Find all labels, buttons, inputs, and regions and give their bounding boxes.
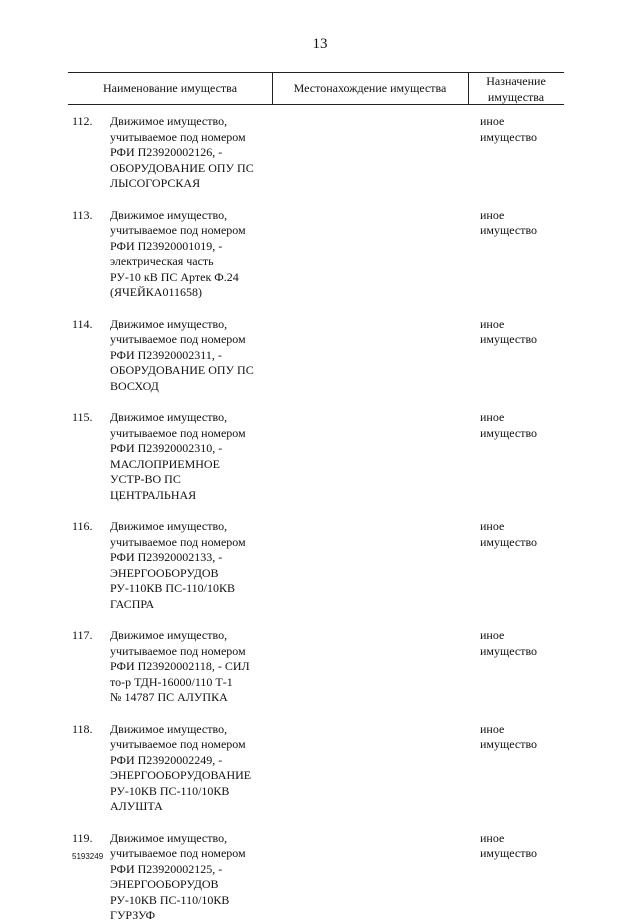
property-purpose <box>480 317 560 348</box>
description-line: Движимое имущество, <box>110 316 228 331</box>
row-number: 118. <box>72 721 93 736</box>
description-line: УСТР-ВО ПС <box>110 472 181 486</box>
header-location: Местонахождение имущества <box>293 81 447 95</box>
row-number: 119. <box>72 830 93 845</box>
description-line: РФИ П23920002311, - <box>110 347 222 362</box>
property-purpose <box>480 410 560 441</box>
description-line: ВОСХОД <box>110 378 159 393</box>
purpose-line: имущество <box>480 534 538 549</box>
row-number: 113. <box>72 207 93 222</box>
row-number: 116. <box>72 519 93 533</box>
description-line: МАСЛОПРИЕМНОЕ <box>110 456 220 471</box>
description-line: Движимое имущество, <box>110 410 228 424</box>
description-line: Движимое имущество, <box>110 628 228 642</box>
description-line: РУ-10КВ ПС-110/10КВ <box>110 892 230 907</box>
purpose-line: имущество <box>480 737 538 751</box>
description-line: РФИ П23920002249, - <box>110 752 223 767</box>
purpose-line: имущество <box>480 332 538 346</box>
table-row <box>0 831 640 924</box>
description-line: РУ-110КВ ПС-110/10КВ <box>110 581 235 595</box>
property-description <box>110 114 282 192</box>
table-row <box>0 410 640 503</box>
property-description <box>110 519 282 612</box>
description-line: ЛЫСОГОРСКАЯ <box>110 176 201 190</box>
table-row <box>0 628 640 706</box>
property-purpose <box>480 114 560 145</box>
description-line: ОБОРУДОВАНИЕ ОПУ ПС <box>110 363 254 377</box>
property-table-body <box>0 114 640 924</box>
table-row <box>0 317 640 395</box>
property-purpose <box>480 722 560 753</box>
table-row <box>0 208 640 301</box>
row-number: 117. <box>72 628 93 642</box>
description-line: РФИ П23920002133, - <box>110 550 223 564</box>
purpose-line: имущество <box>480 129 538 144</box>
description-line: учитываемое под номером <box>110 643 246 658</box>
description-line: РФИ П23920002118, - СИЛ <box>110 659 250 673</box>
property-description <box>110 317 282 395</box>
row-number: 115. <box>72 410 93 424</box>
description-line: ЦЕНТРАЛЬНАЯ <box>110 487 197 502</box>
purpose-line: иное <box>480 519 505 533</box>
description-line: учитываемое под номером <box>110 846 246 860</box>
description-line: учитываемое под номером <box>110 129 246 144</box>
description-line: ГУРЗУФ <box>110 908 156 922</box>
header-purpose-line2: имущества <box>487 90 545 104</box>
description-line: (ЯЧЕЙКА011658) <box>110 285 203 299</box>
purpose-line: имущество <box>480 846 538 860</box>
description-line: РУ-10 кВ ПС Артек Ф.24 <box>110 269 239 284</box>
property-description <box>110 208 282 301</box>
property-description <box>110 410 282 503</box>
description-line: Движимое имущество, <box>110 207 228 222</box>
property-purpose <box>480 208 560 239</box>
purpose-line: иное <box>480 114 505 128</box>
description-line: учитываемое под номером <box>110 425 246 440</box>
table-header-bottom-rule <box>68 104 564 105</box>
table-row <box>0 114 640 192</box>
header-purpose <box>468 73 564 105</box>
description-line: учитываемое под номером <box>110 737 246 751</box>
description-line: учитываемое под номером <box>110 223 246 237</box>
description-line: РУ-10КВ ПС-110/10КВ <box>110 783 230 798</box>
property-description <box>110 831 282 924</box>
description-line: учитываемое под номером <box>110 534 246 549</box>
description-line: ГАСПРА <box>110 596 155 611</box>
property-purpose <box>480 519 560 550</box>
purpose-line: имущество <box>480 223 538 237</box>
description-line: РФИ П23920001019, - <box>110 238 223 253</box>
description-line: Движимое имущество, <box>110 721 228 736</box>
document-code: 5193249 <box>72 852 104 861</box>
description-line: учитываемое под номером <box>110 332 246 346</box>
description-line: Движимое имущество, <box>110 114 228 128</box>
description-line: ОБОРУДОВАНИЕ ОПУ ПС <box>110 160 254 175</box>
description-line: электрическая часть <box>110 254 214 268</box>
property-purpose <box>480 628 560 659</box>
property-purpose <box>480 831 560 862</box>
purpose-line: имущество <box>480 425 538 440</box>
property-description <box>110 722 282 815</box>
description-line: ЭНЕРГООБОРУДОВ <box>110 877 219 891</box>
table-row <box>0 519 640 612</box>
description-line: то-р ТДН-16000/110 Т-1 <box>110 674 233 689</box>
description-line: ЭНЕРГООБОРУДОВ <box>110 565 219 580</box>
row-number: 114. <box>72 316 93 331</box>
description-line: Движимое имущество, <box>110 830 228 845</box>
purpose-line: иное <box>480 207 505 222</box>
purpose-line: иное <box>480 628 505 642</box>
description-line: АЛУШТА <box>110 799 163 813</box>
header-name: Наименование имущества <box>102 81 238 95</box>
row-number: 112. <box>72 114 93 128</box>
purpose-line: иное <box>480 316 505 331</box>
purpose-line: иное <box>480 721 505 736</box>
header-purpose-line1: Назначение <box>486 74 546 88</box>
page-number: 13 <box>312 36 328 52</box>
purpose-line: иное <box>480 830 505 845</box>
description-line: № 14787 ПС АЛУПКА <box>110 690 228 704</box>
purpose-line: иное <box>480 410 505 424</box>
description-line: ЭНЕРГООБОРУДОВАНИЕ <box>110 768 252 782</box>
table-row <box>0 722 640 815</box>
description-line: РФИ П23920002310, - <box>110 441 223 455</box>
purpose-line: имущество <box>480 643 538 658</box>
property-description <box>110 628 282 706</box>
description-line: Движимое имущество, <box>110 519 228 533</box>
description-line: РФИ П23920002126, - <box>110 145 223 159</box>
description-line: РФИ П23920002125, - <box>110 861 223 876</box>
